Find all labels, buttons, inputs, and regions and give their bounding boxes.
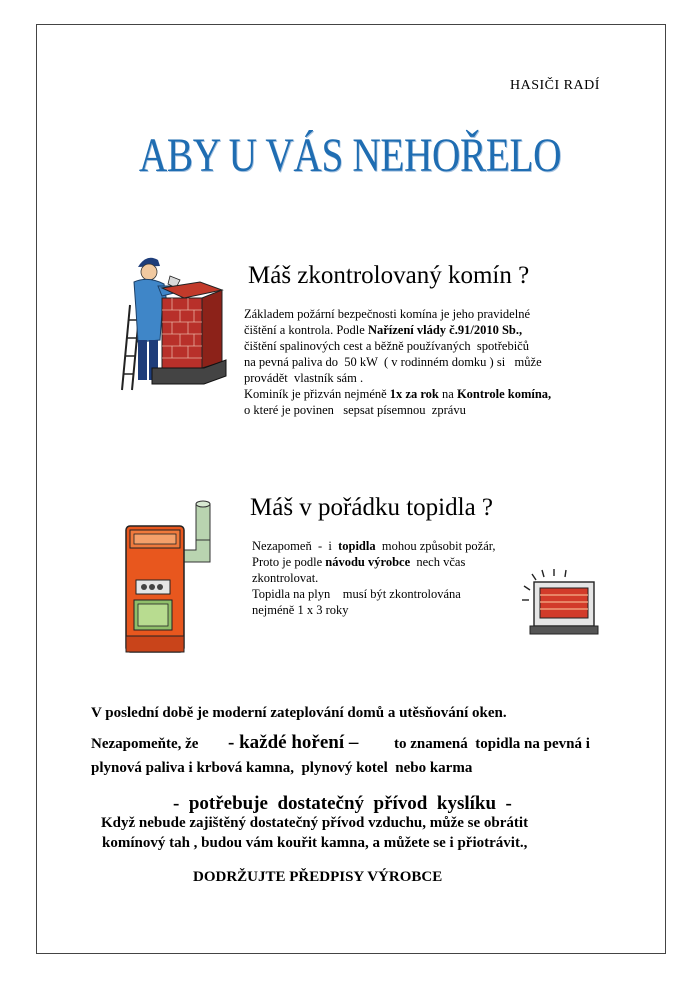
notice-line-5: Když nebude zajištěný dostatečný přívod vzduchu, může se obrátit xyxy=(101,815,529,831)
text-run: čištění spalinových cest a běžně používaných spotřebičů xyxy=(244,339,529,353)
section2-heading: Máš v pořádku topidla ? xyxy=(250,494,494,521)
text-line xyxy=(244,322,614,338)
text-line xyxy=(244,386,614,402)
stove-illustration xyxy=(118,500,228,660)
notice-line-3: plynová paliva i krbová kamna, plynový kotel nebo karma xyxy=(91,760,473,776)
notice-line-7: DODRŽUJTE PŘEDPISY VÝROBCE xyxy=(193,869,443,885)
text-line xyxy=(244,338,614,354)
text-run: nech včas xyxy=(410,555,466,569)
org-label: HASIČI RADÍ xyxy=(510,78,600,93)
text-run: Základem požární bezpečnosti komína je jeho pravidelné xyxy=(244,307,530,321)
text-run: Proto je podle xyxy=(252,555,326,569)
notice-line-4: - potřebuje dostatečný přívod kyslíku - xyxy=(173,793,512,814)
chimney-sweep-illustration xyxy=(118,250,228,395)
section1-heading: Máš zkontrolovaný komín ? xyxy=(248,262,530,289)
bold-run: návodu výrobce xyxy=(325,555,411,569)
text-run: Kominík je přizván nejméně xyxy=(244,387,390,401)
text-run: na pevná paliva do 50 kW ( v rodinném domku ) si může xyxy=(244,355,542,369)
text-line xyxy=(244,354,614,370)
page-title: ABY U VÁS NEHOŘELO xyxy=(138,129,562,182)
notice-line-6: komínový tah , budou vám kouřit kamna, a můžete se i přiotrávit., xyxy=(102,835,528,851)
text-line xyxy=(244,306,614,322)
text-run: mohou způsobit požár, xyxy=(375,539,496,553)
notice-line-2b: - každé hoření – xyxy=(228,732,359,753)
text-run: čištění a kontrola. Podle xyxy=(244,323,368,337)
text-run: Nezapomeň - i xyxy=(252,539,339,553)
bold-run: topidla xyxy=(338,539,376,553)
notice-line-2a: Nezapomeňte, že xyxy=(91,736,199,752)
bold-run: Nařízení vlády č.91/2010 Sb., xyxy=(367,323,523,337)
notice-line-1: V poslední době je moderní zateplování domů a utěsňování oken. xyxy=(91,705,507,721)
gas-heater-illustration xyxy=(520,568,600,640)
text-line xyxy=(244,402,614,418)
text-run: na xyxy=(438,387,457,401)
text-run: provádět vlastník sám . xyxy=(244,371,364,385)
notice-line-2c: to znamená topidla na pevná i xyxy=(394,736,590,752)
text-run: nejméně 1 x 3 roky xyxy=(252,603,349,617)
section1-text xyxy=(244,306,614,418)
bold-run: Kontrole komína, xyxy=(456,387,552,401)
text-run: zkontrolovat. xyxy=(252,571,319,585)
text-line xyxy=(252,538,572,554)
text-run: Topidla na plyn musí být zkontrolována xyxy=(252,587,461,601)
text-run: o které je povinen sepsat písemnou zprávu xyxy=(244,403,466,417)
text-line xyxy=(244,370,614,386)
bold-run: 1x za rok xyxy=(389,387,439,401)
